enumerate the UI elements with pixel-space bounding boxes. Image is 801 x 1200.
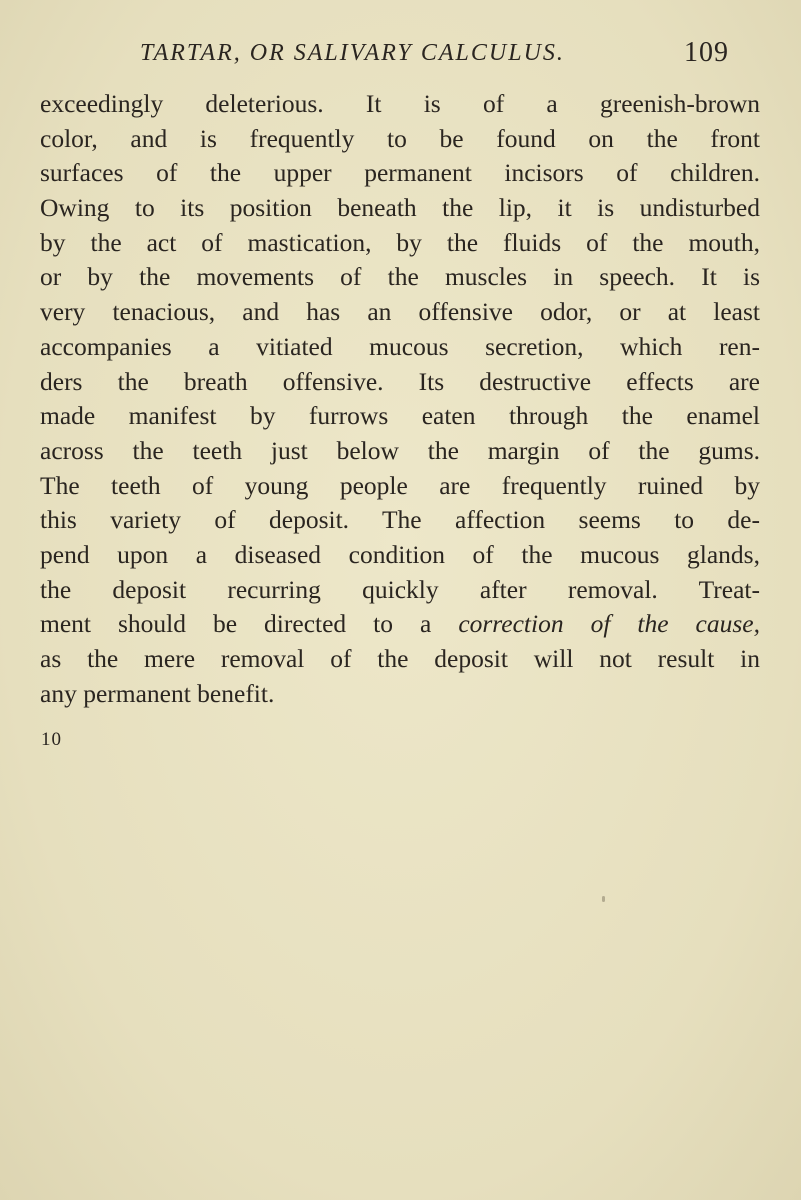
paper-speck bbox=[602, 896, 605, 902]
text-line: as the mere removal of the deposit will not result in bbox=[40, 644, 760, 673]
text-line-with-emphasis bbox=[40, 607, 760, 642]
text-line: very tenacious, and has an offensive odor, or at least bbox=[40, 297, 760, 327]
text-line: color, and is frequently to be found on the front bbox=[40, 123, 760, 153]
text-line-final: any permanent benefit. bbox=[40, 678, 275, 708]
text-line: surfaces of the upper permanent incisors of children. bbox=[40, 158, 760, 188]
text-line: exceedingly deleterious. It is of a greenish-brown bbox=[40, 89, 760, 118]
page-header bbox=[140, 36, 760, 76]
text-line: the deposit recurring quickly after removal. Treat- bbox=[40, 574, 760, 604]
text-line: this variety of deposit. The affection seems to de- bbox=[40, 505, 760, 535]
text-line: accompanies a vitiated mucous secretion, which ren- bbox=[40, 331, 760, 361]
text-line: across the teeth just below the margin of the gums. bbox=[40, 435, 760, 465]
text-line: ders the breath offensive. Its destructive effects are bbox=[40, 366, 760, 396]
text-line: or by the movements of the muscles in speech. It is bbox=[40, 262, 760, 292]
text-line: pend upon a diseased condition of the mucous glands, bbox=[40, 539, 760, 569]
page-number: 109 bbox=[684, 37, 729, 68]
running-title: TARTAR, OR SALIVARY CALCULUS. bbox=[140, 40, 565, 66]
text-line: The teeth of young people are frequently ruined by bbox=[40, 470, 760, 500]
text-line: by the act of mastication, by the fluids of the mouth, bbox=[40, 227, 760, 257]
text-segment: ment should be directed to a bbox=[40, 609, 459, 639]
text-line: made manifest by furrows eaten through the enamel bbox=[40, 401, 760, 431]
body-paragraph bbox=[40, 87, 760, 711]
emphasized-phrase: correction of the cause, bbox=[458, 609, 760, 639]
signature-mark: 10 bbox=[41, 729, 62, 750]
text-line: Owing to its position beneath the lip, it is undisturbed bbox=[40, 193, 760, 223]
